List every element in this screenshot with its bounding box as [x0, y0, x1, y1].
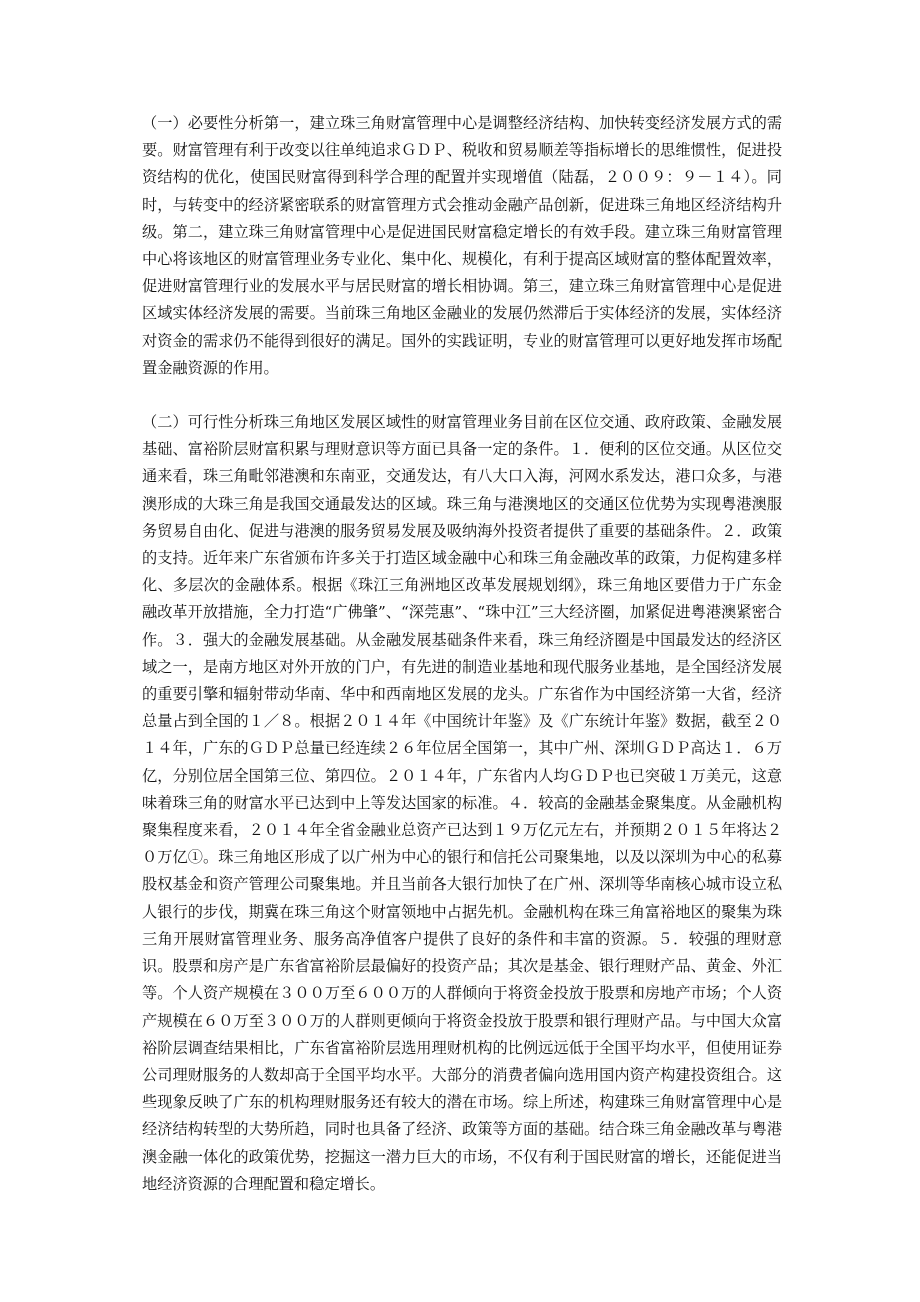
paragraph-necessity-analysis: （一）必要性分析第一，建立珠三角财富管理中心是调整经济结构、加快转变经济发展方式的需要。财富管理有利于改变以往单纯追求ＧＤＰ、税收和贸易顺差等指标增长的思维惯性，促进投资结构的优化，使国民财富得到科学合理的配置并实现增值（陆磊，２００９：９－１４）。同时，与转变中的经济紧密联系的财富管理方式会推动金融产品创新，促进珠三角地区经济结构升级。第二，建立珠三角财富管理中心是促进国民财富稳定增长的有效手段。建立珠三角财富管理中心将该地区的财富管理业务专业化、集中化、规模化，有利于提高区域财富的整体配置效率，促进财富管理行业的发展水平与居民财富的增长相协调。第三，建立珠三角财富管理中心是促进区域实体经济发展的需要。当前珠三角地区金融业的发展仍然滞后于实体经济的发展，实体经济对资金的需求仍不能得到很好的满足。国外的实践证明，专业的财富管理可以更好地发挥市场配置金融资源的作用。 — [142, 114, 782, 377]
document-body — [142, 110, 782, 1198]
paragraph-feasibility-analysis: （二）可行性分析珠三角地区发展区域性的财富管理业务目前在区位交通、政府政策、金融发展基础、富裕阶层财富积累与理财意识等方面已具备一定的条件。１．便利的区位交通。从区位交通来看，珠三角毗邻港澳和东南亚，交通发达，有八大口入海，河网水系发达，港口众多，与港澳形成的大珠三角是我国交通最发达的区域。珠三角与港澳地区的交通区位优势为实现粤港澳服务贸易自由化、促进与港澳的服务贸易发展及吸纳海外投资者提供了重要的基础条件。２．政策的支持。近年来广东省颁布许多关于打造区域金融中心和珠三角金融改革的政策，力促构建多样化、多层次的金融体系。根据《珠江三角洲地区改革发展规划纲》，珠三角地区要借力于广东金融改革开放措施，全力打造“广佛肇”、“深莞惠”、“珠中江”三大经济圈，加紧促进粤港澳紧密合作。３．强大的金融发展基础。从金融发展基础条件来看，珠三角经济圈是中国最发达的经济区域之一，是南方地区对外开放的门户，有先进的制造业基地和现代服务业基地，是全国经济发展的重要引擎和辐射带动华南、华中和西南地区发展的龙头。广东省作为中国经济第一大省，经济总量占到全国的１／８。根据２０１４年《中国统计年鉴》及《广东统计年鉴》数据，截至２０１４年，广东的ＧＤＰ总量已经连续２６年位居全国第一，其中广州、深圳ＧＤＰ高达１．６万亿，分别位居全国第三位、第四位。２０１４年，广东省内人均ＧＤＰ也已突破１万美元，这意味着珠三角的财富水平已达到中上等发达国家的标准。４．较高的金融基金聚集度。从金融机构聚集程度来看，２０１４年全省金融业总资产已达到１９万亿元左右，并预期２０１５年将达２０万亿①。珠三角地区形成了以广州为中心的银行和信托公司聚集地，以及以深圳为中心的私募股权基金和资产管理公司聚集地。并且当前各大银行加快了在广州、深圳等华南核心城市设立私人银行的步伐，期冀在珠三角这个财富领地中占据先机。金融机构在珠三角富裕地区的聚集为珠三角开展财富管理业务、服务高净值客户提供了良好的条件和丰富的资源。５．较强的理财意识。股票和房产是广东省富裕阶层最偏好的投资产品；其次是基金、银行理财产品、黄金、外汇等。个人资产规模在３００万至６００万的人群倾向于将资金投放于股票和房地产市场；个人资产规模在６０万至３００万的人群则更倾向于将资金投放于股票和银行理财产品。与中国大众富裕阶层调查结果相比，广东省富裕阶层选用理财机构的比例远远低于全国平均水平，但使用证券公司理财服务的人数却高于全国平均水平。大部分的消费者偏向选用国内资产构建投资组合。这些现象反映了广东的机构理财服务还有较大的潜在市场。综上所述，构建珠三角财富管理中心是经济结构转型的大势所趋，同时也具备了经济、政策等方面的基础。结合珠三角金融改革与粤港澳金融一体化的政策优势，挖掘这一潜力巨大的市场，不仅有利于国民财富的增长，还能促进当地经济资源的合理配置和稳定增长。 — [142, 413, 782, 1193]
